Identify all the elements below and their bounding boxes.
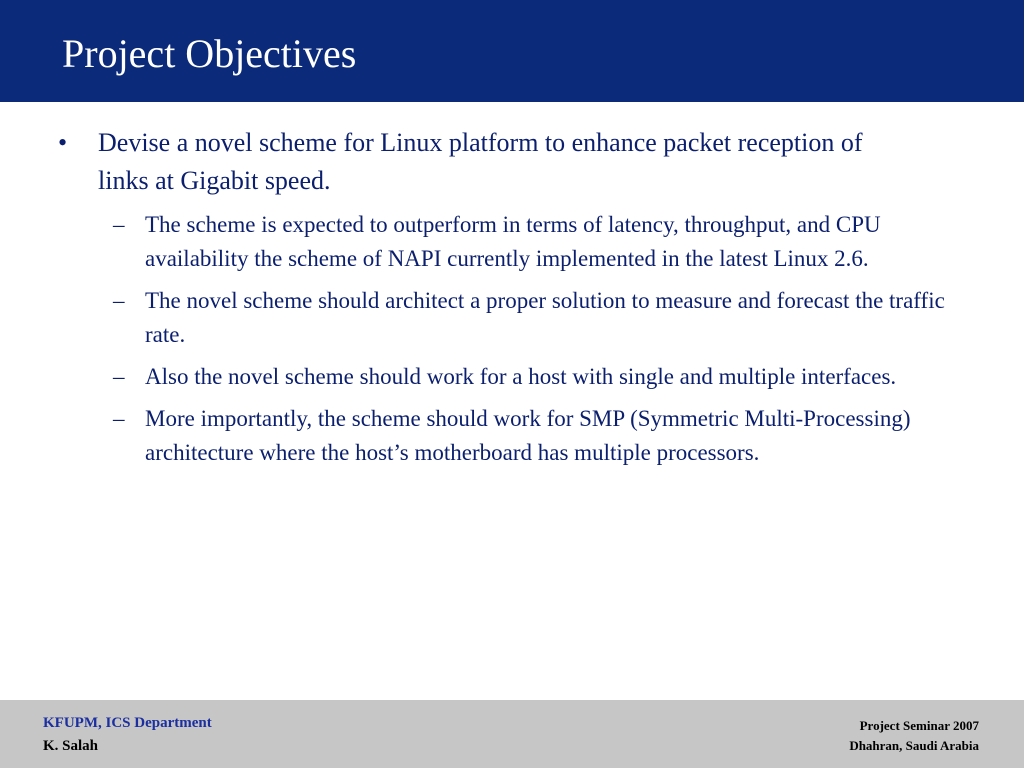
slide-title: Project Objectives <box>62 31 357 76</box>
footer-bar <box>0 700 1024 768</box>
sub-bullet-text: Also the novel scheme should work for a host with single and multiple interfaces. <box>145 364 897 389</box>
main-bullet-text: Devise a novel scheme for Linux platform to enhance packet reception of links at Gigabit speed. <box>98 128 863 195</box>
title-bar <box>0 0 1024 102</box>
footer-location: Dhahran, Saudi Arabia <box>849 738 979 753</box>
footer-event: Project Seminar 2007 <box>859 718 979 733</box>
dash-marker: – <box>113 364 125 389</box>
footer-author: K. Salah <box>43 738 99 754</box>
sub-bullet-text: The novel scheme should architect a proper solution to measure and forecast the traffic rate. <box>145 288 945 347</box>
dash-marker: – <box>113 406 125 431</box>
sub-bullet <box>113 284 975 352</box>
main-bullet <box>58 124 898 200</box>
dash-marker: – <box>113 288 125 313</box>
sub-bullet-text: More importantly, the scheme should work for SMP (Symmetric Multi-Processing) architecture where the host’s motherboard has multiple processors. <box>145 406 911 465</box>
footer-left <box>43 712 212 758</box>
sub-bullet-list <box>0 208 1024 470</box>
sub-bullet <box>113 402 975 470</box>
bullet-marker: • <box>58 128 68 157</box>
footer-right <box>849 716 979 756</box>
sub-bullet-text: The scheme is expected to outperform in terms of latency, throughput, and CPU availability the scheme of NAPI currently implemented in the latest Linux 2.6. <box>145 212 881 271</box>
sub-bullet <box>113 360 975 394</box>
slide-content <box>0 124 1024 478</box>
sub-bullet <box>113 208 975 276</box>
footer-department: KFUPM, ICS Department <box>43 715 212 731</box>
dash-marker: – <box>113 212 125 237</box>
